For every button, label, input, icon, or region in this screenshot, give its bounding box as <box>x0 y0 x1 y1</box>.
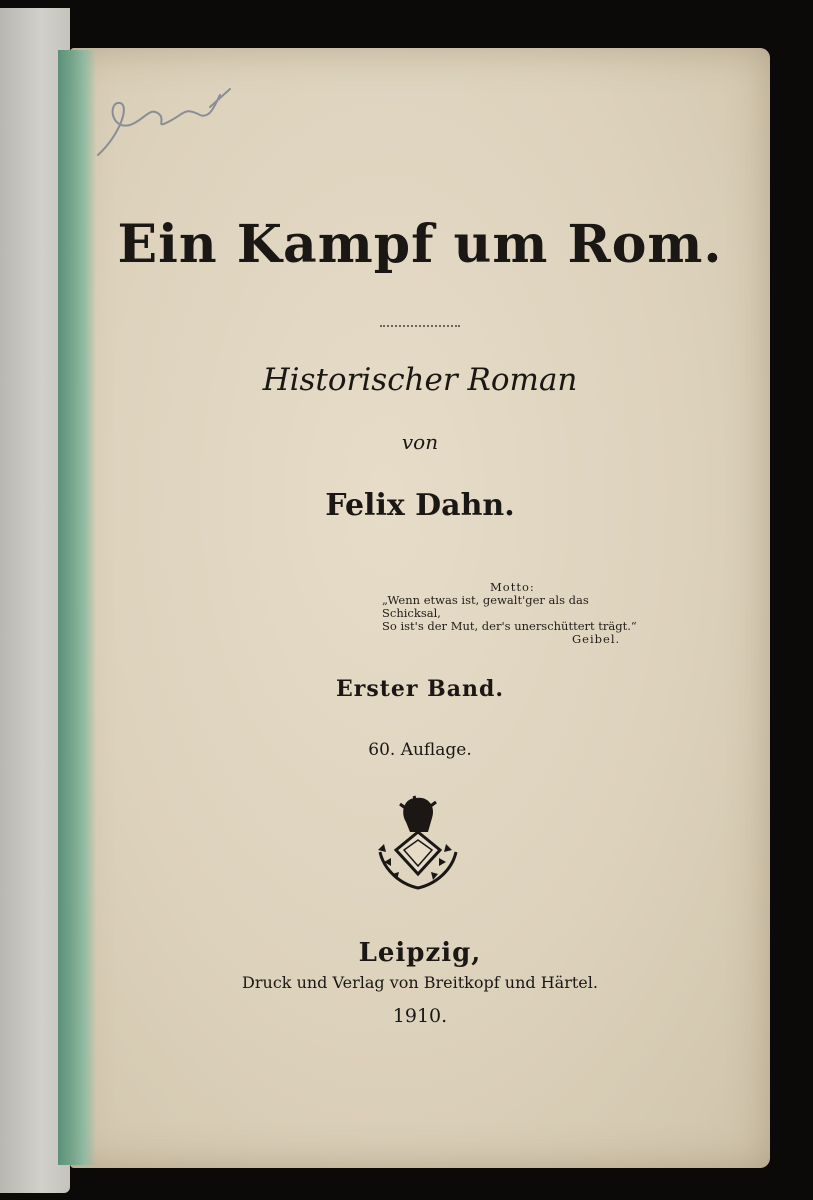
book-subtitle: Historischer Roman <box>262 362 578 398</box>
edition-label: 60. Auflage. <box>368 740 472 760</box>
motto-attribution: Geibel. <box>572 632 621 646</box>
volume-label: Erster Band. <box>335 676 505 702</box>
by-label: von <box>401 430 439 454</box>
book-title: Ein Kampf um Rom. <box>117 214 723 275</box>
handwritten-inscription <box>90 85 240 175</box>
motto-block <box>382 581 642 646</box>
publication-year: 1910. <box>392 1005 448 1027</box>
publisher-emblem-icon <box>370 792 466 896</box>
motto-line-2: So ist's der Mut, der's unerschüttert trägt.“ <box>382 619 637 633</box>
publisher-line: Druck und Verlag von Breitkopf und Härtel. <box>242 973 598 992</box>
motto-line-1: „Wenn etwas ist, gewalt'ger als das Schicksal, <box>382 593 589 620</box>
ornamental-divider <box>70 312 770 331</box>
motto-label: Motto: <box>490 580 535 594</box>
publication-place: Leipzig, <box>358 938 482 968</box>
author-name: Felix Dahn. <box>325 488 515 523</box>
